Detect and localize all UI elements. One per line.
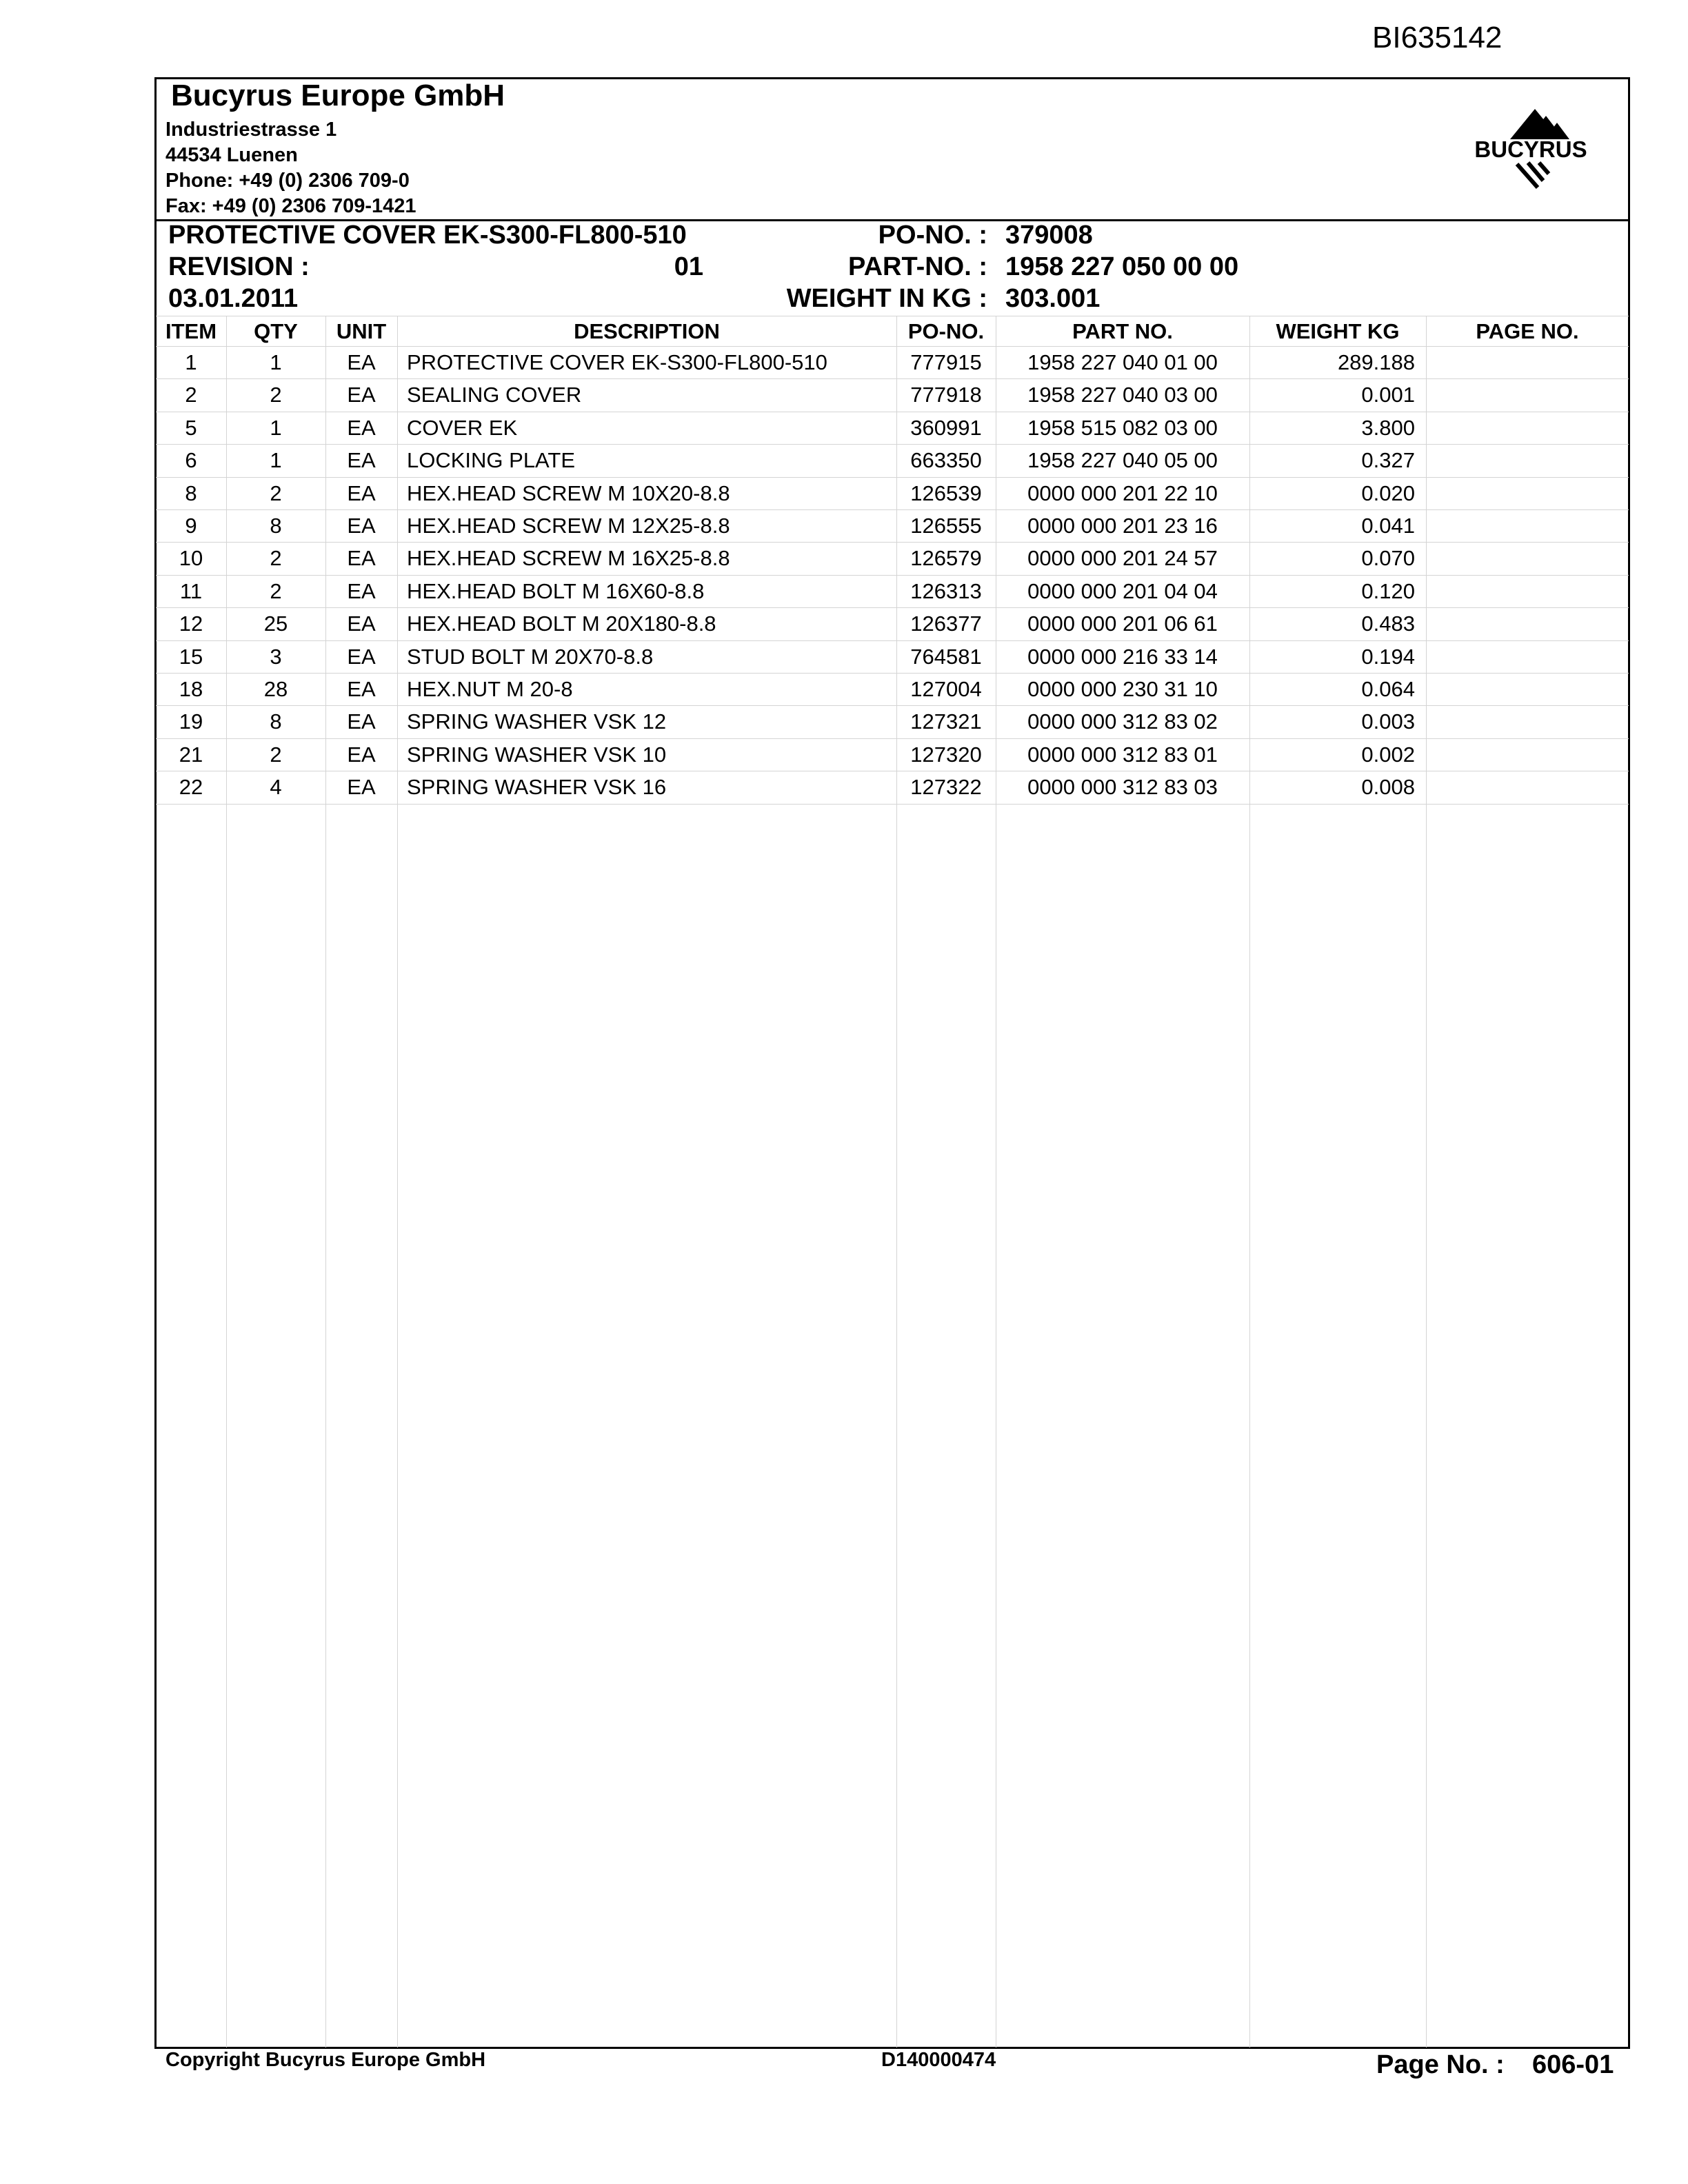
cell-weight: 3.800 — [1361, 415, 1415, 440]
cell-unit: EA — [347, 677, 376, 701]
bucyrus-logo — [1462, 103, 1600, 193]
cell-po-no: 126313 — [910, 578, 982, 603]
table-row — [156, 378, 1629, 411]
cell-unit: EA — [347, 350, 376, 374]
table-row — [156, 542, 1629, 574]
cell-item: 21 — [179, 742, 203, 767]
cell-description: HEX.HEAD SCREW M 10X20-8.8 — [407, 481, 730, 505]
footer-page-label: Page No. : — [1376, 2050, 1505, 2079]
cell-part-no: 0000 000 201 23 16 — [1027, 514, 1218, 538]
cell-qty: 2 — [270, 481, 282, 505]
cell-po-no: 127322 — [910, 775, 982, 800]
cell-qty: 3 — [270, 644, 282, 669]
cell-part-no: 1958 227 040 05 00 — [1027, 448, 1218, 473]
company-city: 44534 Luenen — [165, 144, 298, 166]
cell-item: 9 — [185, 514, 197, 538]
cell-item: 12 — [179, 611, 203, 636]
cell-weight: 0.327 — [1361, 448, 1415, 473]
table-row — [156, 673, 1629, 705]
cell-item: 5 — [185, 415, 197, 440]
document-id: BI635142 — [1372, 21, 1503, 54]
revision-date: 03.01.2011 — [168, 284, 299, 313]
cell-po-no: 764581 — [910, 644, 982, 669]
footer-page-number: 606-01 — [1532, 2050, 1614, 2079]
cell-weight: 0.001 — [1361, 383, 1415, 407]
revision-value: 01 — [674, 252, 703, 281]
cell-qty: 1 — [270, 448, 282, 473]
cell-part-no: 0000 000 201 24 57 — [1027, 546, 1218, 571]
cell-description: HEX.HEAD BOLT M 20X180-8.8 — [407, 611, 716, 636]
column-header-description: DESCRIPTION — [574, 319, 720, 343]
cell-po-no: 777915 — [910, 350, 982, 374]
company-name: Bucyrus Europe GmbH — [171, 79, 505, 112]
table-row — [156, 477, 1629, 509]
cell-description: HEX.HEAD SCREW M 12X25-8.8 — [407, 514, 730, 538]
table-row — [156, 575, 1629, 607]
cell-description: SPRING WASHER VSK 12 — [407, 709, 667, 734]
cell-unit: EA — [347, 709, 376, 734]
table-row — [156, 509, 1629, 542]
cell-qty: 8 — [270, 709, 282, 734]
cell-weight: 0.041 — [1361, 514, 1415, 538]
cell-weight: 0.120 — [1361, 578, 1415, 603]
cell-weight: 0.003 — [1361, 709, 1415, 734]
cell-part-no: 1958 515 082 03 00 — [1027, 415, 1218, 440]
logo-text: BUCYRUS — [1474, 136, 1587, 162]
column-header-page-no: PAGE NO. — [1476, 319, 1579, 343]
cell-unit: EA — [347, 775, 376, 800]
cell-part-no: 0000 000 201 06 61 — [1027, 611, 1218, 636]
cell-qty: 1 — [270, 415, 282, 440]
part-value: 1958 227 050 00 00 — [1005, 252, 1239, 281]
cell-item: 15 — [179, 644, 203, 669]
cell-po-no: 127004 — [910, 677, 982, 701]
cell-po-no: 663350 — [910, 448, 982, 473]
cell-po-no: 127320 — [910, 742, 982, 767]
cell-description: LOCKING PLATE — [407, 448, 576, 473]
cell-po-no: 126579 — [910, 546, 982, 571]
cell-po-no: 360991 — [910, 415, 982, 440]
cell-description: HEX.HEAD SCREW M 16X25-8.8 — [407, 546, 730, 571]
cell-po-no: 126555 — [910, 514, 982, 538]
footer-document-code: D140000474 — [881, 2049, 996, 2071]
column-header-unit: UNIT — [336, 319, 387, 343]
cell-page-no — [1426, 444, 1629, 476]
cell-description: SPRING WASHER VSK 16 — [407, 775, 667, 800]
cell-part-no: 0000 000 312 83 03 — [1027, 775, 1218, 800]
table-row — [156, 771, 1629, 803]
weight-value: 303.001 — [1005, 284, 1101, 313]
part-label: PART-NO. : — [848, 252, 987, 281]
cell-po-no: 126377 — [910, 611, 982, 636]
company-fax: Fax: +49 (0) 2306 709-1421 — [165, 195, 416, 217]
cell-weight: 289.188 — [1337, 350, 1415, 374]
cell-page-no — [1426, 542, 1629, 574]
cell-part-no: 0000 000 230 31 10 — [1027, 677, 1218, 701]
row-rule — [156, 804, 1629, 805]
table-row — [156, 607, 1629, 640]
cell-page-no — [1426, 673, 1629, 705]
table-row — [156, 412, 1629, 444]
cell-item: 10 — [179, 546, 203, 571]
cell-unit: EA — [347, 611, 376, 636]
cell-qty: 8 — [270, 514, 282, 538]
company-street: Industriestrasse 1 — [165, 119, 337, 141]
cell-page-no — [1426, 509, 1629, 542]
cell-unit: EA — [347, 578, 376, 603]
revision-label: REVISION : — [168, 252, 310, 281]
cell-qty: 4 — [270, 775, 282, 800]
cell-qty: 1 — [270, 350, 282, 374]
table-row — [156, 705, 1629, 738]
cell-part-no: 1958 227 040 03 00 — [1027, 383, 1218, 407]
cell-unit: EA — [347, 514, 376, 538]
cell-item: 18 — [179, 677, 203, 701]
cell-item: 11 — [179, 578, 203, 603]
cell-qty: 28 — [263, 677, 288, 701]
cell-qty: 2 — [270, 546, 282, 571]
cell-item: 1 — [185, 350, 197, 374]
cell-description: COVER EK — [407, 415, 518, 440]
cell-unit: EA — [347, 481, 376, 505]
cell-unit: EA — [347, 383, 376, 407]
table-row — [156, 444, 1629, 476]
cell-part-no: 0000 000 201 22 10 — [1027, 481, 1218, 505]
cell-item: 2 — [185, 383, 197, 407]
cell-qty: 25 — [263, 611, 288, 636]
cell-qty: 2 — [270, 578, 282, 603]
cell-unit: EA — [347, 415, 376, 440]
cell-unit: EA — [347, 742, 376, 767]
cell-page-no — [1426, 412, 1629, 444]
column-header-weight: WEIGHT KG — [1276, 319, 1400, 343]
table-row — [156, 640, 1629, 673]
cell-weight: 0.002 — [1361, 742, 1415, 767]
cell-page-no — [1426, 607, 1629, 640]
column-header-po-no: PO-NO. — [907, 319, 985, 343]
assembly-title: PROTECTIVE COVER EK-S300-FL800-510 — [168, 221, 687, 250]
cell-page-no — [1426, 771, 1629, 803]
cell-weight: 0.194 — [1361, 644, 1415, 669]
cell-page-no — [1426, 640, 1629, 673]
cell-weight: 0.020 — [1361, 481, 1415, 505]
cell-page-no — [1426, 346, 1629, 378]
cell-description: HEX.NUT M 20-8 — [407, 677, 573, 701]
cell-item: 6 — [185, 448, 197, 473]
cell-item: 19 — [179, 709, 203, 734]
company-phone: Phone: +49 (0) 2306 709-0 — [165, 170, 410, 192]
cell-unit: EA — [347, 448, 376, 473]
cell-description: PROTECTIVE COVER EK-S300-FL800-510 — [407, 350, 827, 374]
cell-weight: 0.070 — [1361, 546, 1415, 571]
cell-part-no: 0000 000 312 83 01 — [1027, 742, 1218, 767]
cell-description: STUD BOLT M 20X70-8.8 — [407, 644, 654, 669]
column-header-qty: QTY — [254, 319, 298, 343]
cell-unit: EA — [347, 644, 376, 669]
cell-po-no: 777918 — [910, 383, 982, 407]
cell-item: 22 — [179, 775, 203, 800]
cell-qty: 2 — [270, 742, 282, 767]
cell-unit: EA — [347, 546, 376, 571]
cell-page-no — [1426, 575, 1629, 607]
cell-page-no — [1426, 378, 1629, 411]
cell-part-no: 0000 000 201 04 04 — [1027, 578, 1218, 603]
cell-weight: 0.483 — [1361, 611, 1415, 636]
cell-description: SEALING COVER — [407, 383, 582, 407]
footer-copyright: Copyright Bucyrus Europe GmbH — [165, 2049, 486, 2071]
cell-po-no: 127321 — [910, 709, 982, 734]
table-row — [156, 738, 1629, 771]
cell-part-no: 1958 227 040 01 00 — [1027, 350, 1218, 374]
table-row — [156, 346, 1629, 378]
cell-part-no: 0000 000 216 33 14 — [1027, 644, 1218, 669]
weight-label: WEIGHT IN KG : — [786, 284, 987, 313]
column-header-item: ITEM — [165, 319, 217, 343]
cell-page-no — [1426, 477, 1629, 509]
cell-part-no: 0000 000 312 83 02 — [1027, 709, 1218, 734]
cell-page-no — [1426, 705, 1629, 738]
cell-po-no: 126539 — [910, 481, 982, 505]
po-value: 379008 — [1005, 221, 1093, 250]
cell-description: SPRING WASHER VSK 10 — [407, 742, 667, 767]
cell-weight: 0.008 — [1361, 775, 1415, 800]
cell-page-no — [1426, 738, 1629, 771]
cell-description: HEX.HEAD BOLT M 16X60-8.8 — [407, 578, 705, 603]
cell-qty: 2 — [270, 383, 282, 407]
cell-item: 8 — [185, 481, 197, 505]
po-label: PO-NO. : — [878, 221, 987, 250]
cell-weight: 0.064 — [1361, 677, 1415, 701]
column-header-part-no: PART NO. — [1072, 319, 1173, 343]
